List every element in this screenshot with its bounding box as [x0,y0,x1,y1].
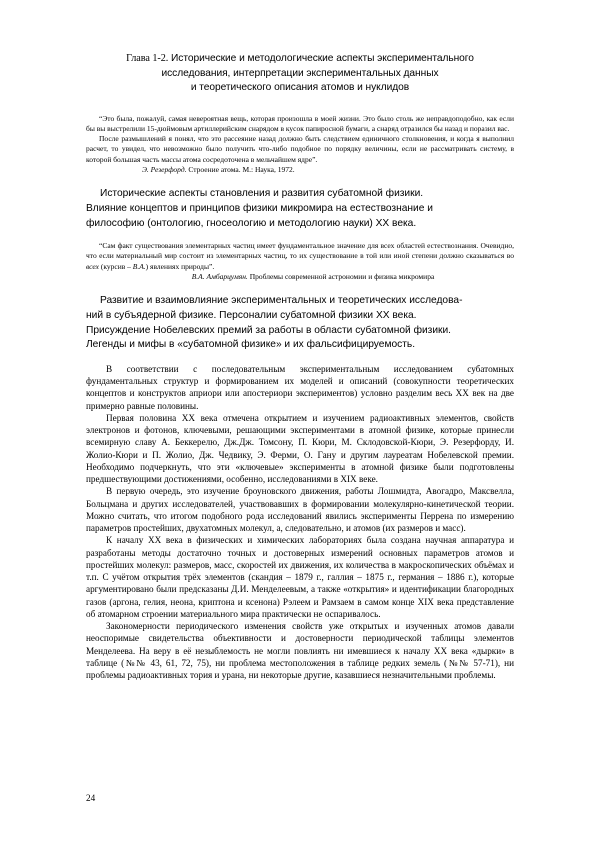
epigraph-ambartsumian-text-a: “Сам факт существования элементарных частиц имеет фундаментальное значение для всех областей естествознания. Очевидно, что если материальный мир состоит из элементарных частиц, то их существование в той или иной степени должно сказываться во [86,241,514,261]
epigraph-ambartsumian-italic-2: В.А. [132,261,146,271]
epigraph-ambartsumian-para-1 [86,241,514,272]
epigraph-rutherford [86,114,514,165]
epigraph-ambartsumian-attribution [86,272,514,283]
section-heading-1 [86,187,514,231]
epigraph-ambartsumian-author: В.А. Амбарцумян. [191,271,248,281]
section-heading-2-line-2: ний в субъядерной физике. Персоналии субатомной физики XX века. [86,309,417,321]
chapter-heading-line-1 [86,52,514,67]
section-heading-1-line-3: философию (онтологию, гносеологию и методологию науки) XX века. [86,217,417,229]
epigraph-rutherford-author: Э. Резерфорд. [142,164,187,174]
epigraph-rutherford-para-2: После размышлений я понял, что это рассеяние назад должно быть следствием единичного столкновения, и когда я выполнил расчет, то увидел, что невозможно было получить что-либо подобное по порядку величины, если не рассматривать систему, в которой большая часть массы атома сосредоточена в мельчайшем ядре”. [86,134,514,164]
epigraph-ambartsumian-italic-1: всех [86,261,99,271]
epigraph-ambartsumian-text-c: ) явлениях природы”. [145,261,215,271]
section-heading-2-line-3: Присуждение Нобелевских премий за работы в области субатомной физики. [86,324,451,336]
section-heading-1-line-2: Влияние концептов и принципов физики микромира на естествознание и [86,202,433,214]
chapter-heading-line-2: исследования, интерпретации экспериментальных данных [161,67,439,79]
epigraph-ambartsumian [86,241,514,272]
epigraph-ambartsumian-text-b: (курсив – [98,261,133,271]
body-paragraph: Закономерности периодического изменения свойств уже открытых и изученных атомов давали неоспоримые свидетельства объективности и достоверности периодической таблицы элементов Менделеева. На веру в её незыблемость не могли повлиять ни имевшиеся к началу XX века «дырки» в таблице (№№ 43, 61, 72, 75), ни проблема местоположения в таблице редких земель (№№ 57-71), ни проблемы радиоактивных тория и урана, ни некоторые другие, казавшиеся незначительными проблемы. [86,621,514,680]
chapter-heading-line-3: и теоретического описания атомов и нуклидов [190,82,410,94]
section-heading-2-line-4: Легенды и мифы в «субатомной физике» и их фальсифицируемость. [86,339,416,351]
body-text [86,363,514,682]
body-paragraph: В соответствии с последовательным экспериментальным исследованием субатомных фундаментальных структур и формированием их моделей и описаний (совокупности теоретических концептов и конструктов априори или апостериори экспериментов) условно разделим весь XX век на две примерно равные половины. [86,363,514,411]
section-heading-1-line-1: Исторические аспекты становления и развития субатомной физики. [100,188,424,200]
body-paragraph: К началу XX века в физических и химических лабораториях была создана научная аппаратура и разработаны методы достаточно точных и достоверных измерений основных параметров атомов и простейших молекул: размеров, масс, скоростей их движения, их количества в макроскопических объёмах и т.п. С учётом открытия трёх элементов (скандия – 1879 г., галлия – 1875 г., германия – 1886 г.), которые аргументировано были предсказаны Д.И. Менделеевым, а также «открытия» и идентификации благородных газов (аргона, гелия, неона, криптона и ксенона) Рэлеем и Рамзаем в самом конце XIX века представление об атомарном строении материального мира практически не оспаривалось. [86,535,514,619]
section-heading-2 [86,294,514,352]
epigraph-rutherford-attribution [86,165,514,176]
body-paragraph: В первую очередь, это изучение броуновского движения, работы Лошмидта, Авогадро, Максвелла, Больцмана и других исследователей, участвовавших в формировании молекулярно-кинетической теории. Можно считать, что итогом подобного рода исследований явились эксперименты Перрена по измерению параметров простейших, двухатомных молекул, а, следовательно, и атомов (их размеров и масс). [86,486,514,533]
chapter-heading [86,52,514,96]
epigraph-rutherford-source: Строение атома. М.: Наука, 1972. [186,164,295,174]
section-heading-2-line-1: Развитие и взаимовлияние экспериментальных и теоретических исследова- [100,295,463,307]
chapter-label: Глава 1-2. [126,53,169,64]
body-paragraph: Первая половина XX века отмечена открытием и изучением радиоактивных элементов, свойств электронов и фотонов, ключевыми, решающими экспериментами в атомной физике, которые принесли всемирную славу А. Беккерелю, Дж.Дж. Томсону, П. Кюри, М. Склодовской-Кюри, Э. Резерфорду, И. Жолио-Кюри и П. Жолио, Дж. Чедвику, Э. Ферми, О. Гану и другим лауреатам Нобелевской премии. Необходимо подчеркнуть, что эти «ключевые» эксперименты в атомной физике были подготовлены предшествующими достижениями, особенно, исследованиями в XIX веке. [86,412,514,484]
epigraph-rutherford-para-1: “Это была, пожалуй, самая невероятная вещь, которая произошла в моей жизни. Это было столь же неправдоподобно, как если бы вы выстрелили 15-дюймовым артиллерийским снарядом в кусок папиросной бумаги, а снаряд отразился бы назад и поразил вас. [86,113,514,133]
page-number: 24 [86,793,96,803]
epigraph-ambartsumian-source: Проблемы современной астрономии и физика микромира [247,271,435,281]
chapter-title-part-1: Исторические и методологические аспекты экспериментального [168,53,474,64]
